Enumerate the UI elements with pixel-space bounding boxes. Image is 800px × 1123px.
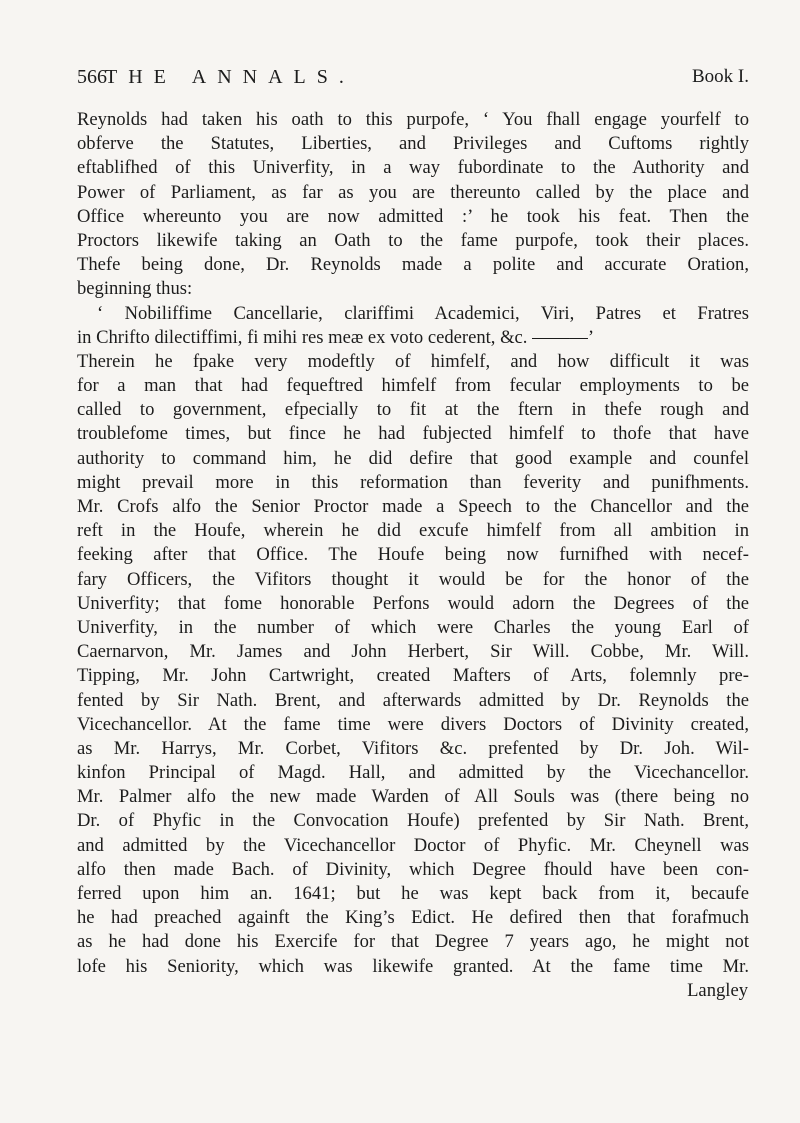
text-line: Univerfity; that fome honorable Perfons would adorn the Degrees of the [77,592,749,614]
text-line: Langley [687,979,748,1001]
text-line: Proctors likewife taking an Oath to the fame purpofe, took their places. [77,229,749,251]
text-line: reft in the Houfe, wherein he did excufe himfelf from all ambition in [77,520,749,542]
text-line: Reynolds had taken his oath to this purpofe, ‘ You fhall engage yourfelf to [77,109,749,130]
text-line: Univerfity, in the number of which were Charles the young Earl of [77,616,749,638]
text-line: troublefome times, but fince he had fubjected himfelf to thofe that have [77,423,749,445]
text-line: and admitted by the Vicechancellor Doctor of Phyfic. Mr. Cheynell was [77,834,749,856]
text-line: eftablifhed of this Univerfity, in a way fubordinate to the Authority and [77,157,749,179]
text-line: Thefe being done, Dr. Reynolds made a polite and accurate Oration, [77,254,749,276]
text-line: called to government, efpecially to fit at the ftern in thefe rough and [77,399,749,421]
running-header [77,66,749,96]
text-line: Power of Parliament, as far as you are thereunto called by the place and [77,181,749,203]
text-line: obferve the Statutes, Liberties, and Privileges and Cuftoms rightly [77,133,749,155]
text-line: authority to command him, he did defire that good example and counfel [77,447,749,469]
text-line: fented by Sir Nath. Brent, and afterwards admitted by Dr. Reynolds the [77,689,749,711]
body-text [77,108,749,1003]
text-line: as he had done his Exercife for that Degree 7 years ago, he might not [77,931,749,953]
text-line: Vicechancellor. At the fame time were divers Doctors of Divinity created, [77,713,749,735]
text-line: for a man that had fequeftred himfelf from fecular employments to be [77,375,749,397]
text-line: Dr. of Phyfic in the Convocation Houfe) prefented by Sir Nath. Brent, [77,810,749,832]
text-line: Mr. Crofs alfo the Senior Proctor made a Speech to the Chancellor and the [77,496,749,517]
page-number: 566 [77,66,107,88]
running-title: THE ANNALS. [105,66,355,88]
text-line: ferred upon him an. 1641; but he was kept back from it, becaufe [77,883,749,904]
text-line: in Chrifto dilectiffimi, fi mihi res meæ ex voto cederent, &c. ———’ [77,326,595,348]
text-line: Therein he fpake very modeftly of himfelf, and how difficult it was [77,350,749,372]
text-line: he had preached againft the King’s Edict. He defired then that forafmuch [77,907,749,929]
text-line: feeking after that Office. The Houfe being now furnifhed with necef- [77,544,749,566]
text-line: ‘ Nobiliffime Cancellarie, clariffimi Academici, Viri, Patres et Fratres [97,302,749,324]
text-line: Office whereunto you are now admitted :’ he took his feat. Then the [77,205,749,227]
text-line: lofe his Seniority, which was likewife granted. At the fame time Mr. [77,955,749,977]
text-line: fary Officers, the Vifitors thought it would be for the honor of the [77,568,749,590]
text-line: alfo then made Bach. of Divinity, which Degree fhould have been con- [77,858,749,880]
book-label: Book I. [692,66,749,87]
text-line: Mr. Palmer alfo the new made Warden of All Souls was (there being no [77,786,749,808]
text-line: Caernarvon, Mr. James and John Herbert, Sir Will. Cobbe, Mr. Will. [77,641,749,663]
text-line: kinfon Principal of Magd. Hall, and admitted by the Vicechancellor. [77,762,749,784]
text-line: as Mr. Harrys, Mr. Corbet, Vifitors &c. prefented by Dr. Joh. Wil- [77,737,749,759]
text-line: Tipping, Mr. John Cartwright, created Mafters of Arts, folemnly pre- [77,665,749,687]
text-line: might prevail more in this reformation than feverity and punifhments. [77,471,749,493]
text-line: beginning thus: [77,278,193,300]
